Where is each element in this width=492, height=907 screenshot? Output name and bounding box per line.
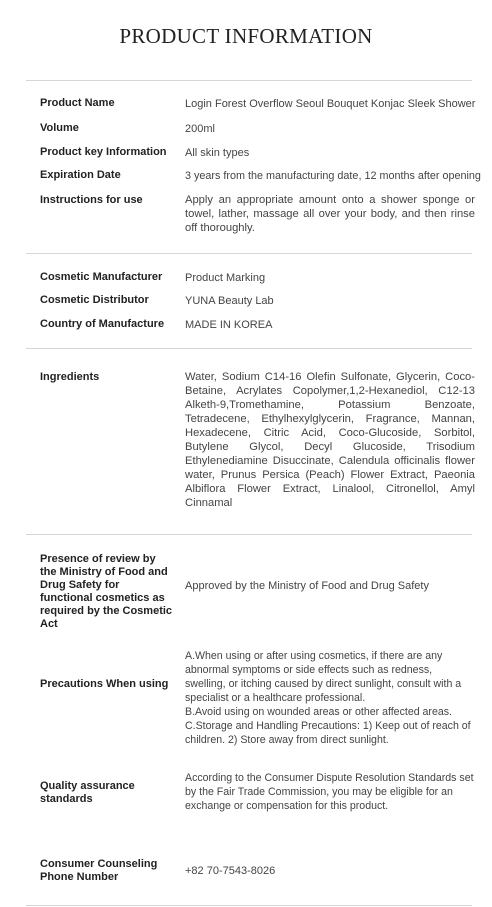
label-mfds-review: Presence of review by the Ministry of Food and Drug Safety for functional cosmetics as required by the Cosmetic Act	[40, 553, 173, 630]
value-instructions-for-use: Apply an appropriate amount onto a shower sponge or towel, lather, massage all over your body, and then rinse off thoroughly.	[185, 194, 475, 234]
label-product-key-information: Product key Information	[40, 146, 167, 158]
label-quality-assurance: Quality assurance standards	[40, 780, 135, 805]
label-cosmetic-distributor: Cosmetic Distributor	[40, 294, 149, 306]
value-volume: 200ml	[185, 123, 215, 135]
label-precautions: Precautions When using	[40, 678, 169, 690]
label-volume: Volume	[40, 122, 79, 134]
value-quality-assurance: According to the Consumer Dispute Resolution Standards set by the Fair Trade Commission, you may be eligible for an exchange or compensation for this product.	[185, 772, 474, 812]
value-cosmetic-distributor: YUNA Beauty Lab	[185, 295, 274, 307]
value-country-of-manufacture: MADE IN KOREA	[185, 319, 273, 331]
value-product-name: Login Forest Overflow Seoul Bouquet Konjac Sleek Shower	[185, 98, 476, 110]
label-country-of-manufacture: Country of Manufacture	[40, 318, 165, 330]
label-instructions-for-use: Instructions for use	[40, 194, 143, 206]
divider	[26, 348, 472, 349]
value-product-key-information: All skin types	[185, 147, 250, 159]
value-precautions: A.When using or after using cosmetics, if there are any abnormal symptoms or side effects such as redness, swelling, or itching caused by direct sunlight, consult with a specialist or a healthcare professional. B.Avoid using on wounded areas or other affected areas. C.Storage and Handling Precautions: 1) Keep out of reach of children. 2) Store away from direct sunlight.	[185, 650, 471, 746]
value-expiration-date: 3 years from the manufacturing date, 12 months after opening	[185, 170, 481, 182]
label-cosmetic-manufacturer: Cosmetic Manufacturer	[40, 271, 163, 283]
label-ingredients: Ingredients	[40, 371, 100, 383]
label-consumer-counseling: Consumer Counseling Phone Number	[40, 858, 158, 883]
label-product-name: Product Name	[40, 97, 115, 109]
value-phone-number: +82 70-7543-8026	[185, 865, 276, 877]
label-expiration-date: Expiration Date	[40, 169, 121, 181]
divider	[26, 253, 472, 254]
value-ingredients: Water, Sodium C14-16 Olefin Sulfonate, Glycerin, Coco-Betaine, Acrylates Copolymer,1,2-Hexanediol, C12-13 Alketh-9,Tromethamine, Potassium Benzoate, Tetradecene, Ethylhexylglycerin, Fragrance, Mannan, Hexadecene, Citric Acid, Coco-Glucoside, Sorbitol, Butylene Glycol, Decyl Glucoside, Trisodium Ethylenediamine Disuccinate, Calendula officinalis flower water, Prunus Persica (Peach) Flower Extract, Paeonia Albiflora Flower Extract, Linalool, Citronellol, Amyl Cinnamal	[185, 371, 475, 509]
page-title: PRODUCT INFORMATION	[119, 24, 373, 48]
divider	[26, 534, 472, 535]
value-cosmetic-manufacturer: Product Marking	[185, 272, 266, 284]
divider	[26, 80, 472, 81]
divider	[26, 905, 472, 906]
value-mfds-review: Approved by the Ministry of Food and Drug Safety	[185, 580, 429, 592]
